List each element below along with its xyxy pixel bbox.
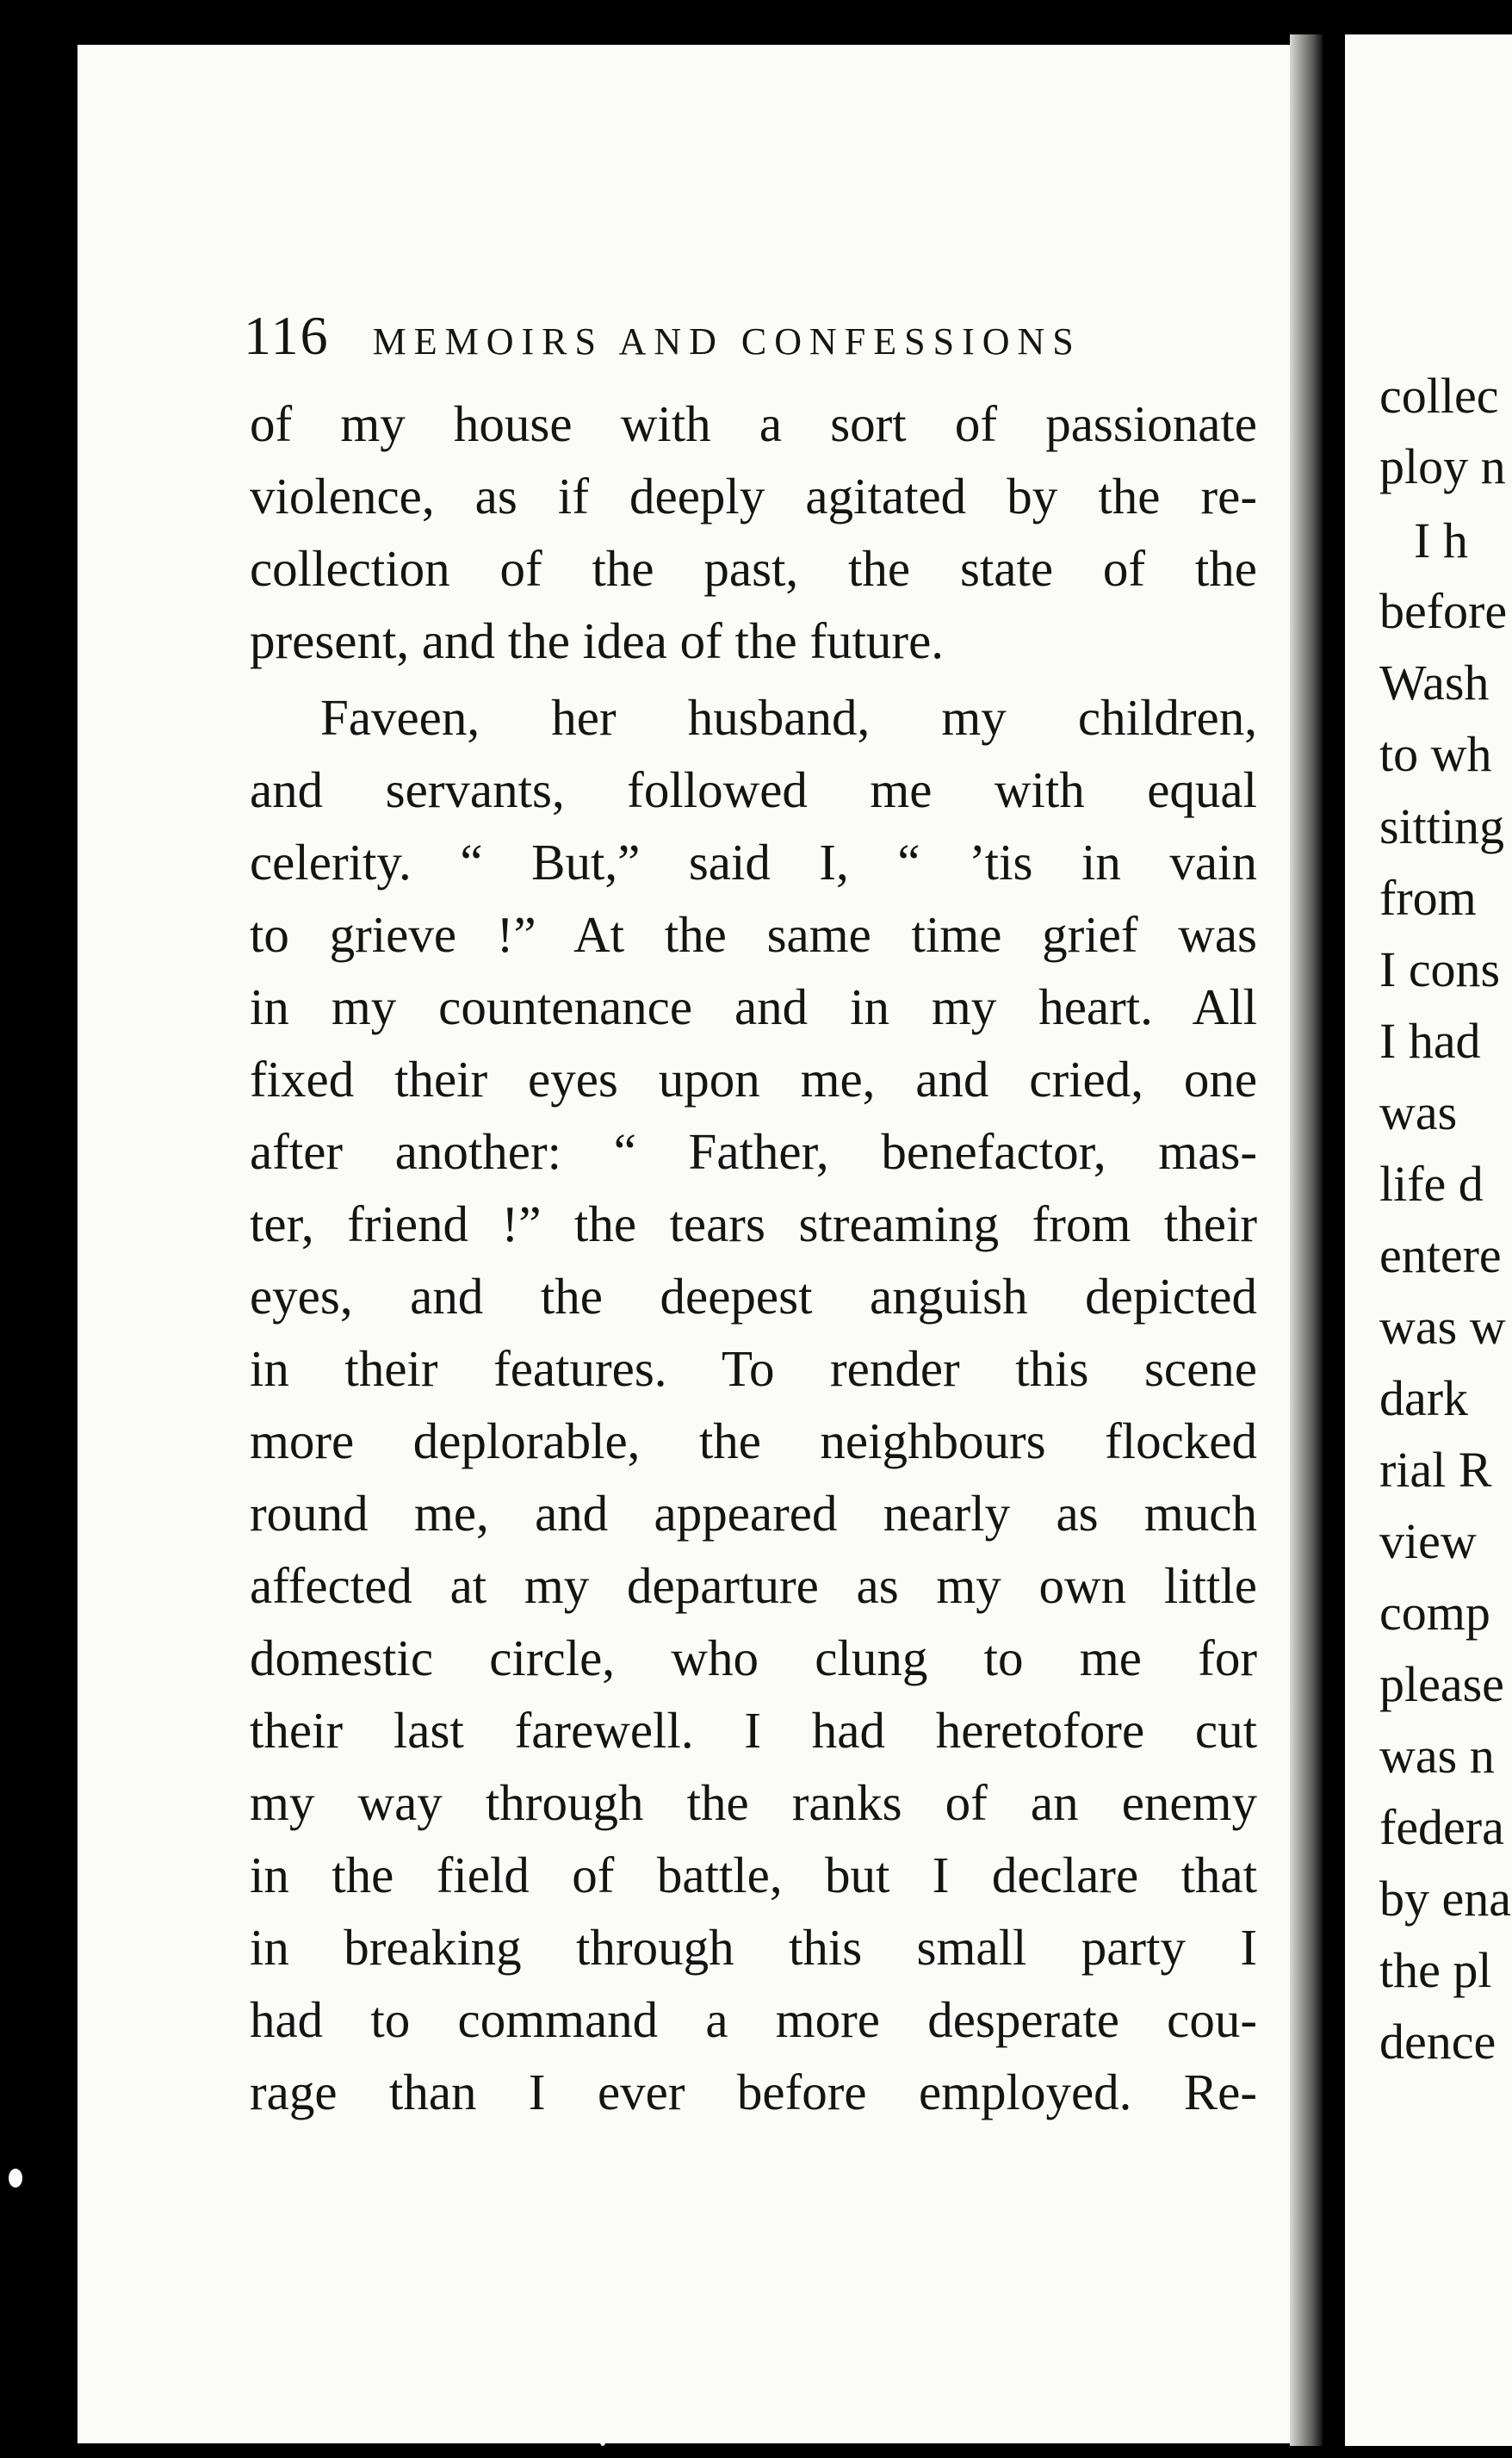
book-gutter <box>1290 34 1323 2446</box>
text-line: in my countenance and in my heart. All <box>250 978 1257 1035</box>
text-line: celerity. “ But,” said I, “ ’tis in vain <box>250 834 1257 891</box>
text-fragment: was <box>1379 1084 1458 1140</box>
text-fragment: life d <box>1379 1156 1484 1212</box>
text-fragment: ploy n <box>1379 438 1506 494</box>
text-line: ter, friend !” the tears streaming from their <box>250 1195 1257 1252</box>
text-fragment: was w <box>1379 1299 1506 1355</box>
text-fragment: was n <box>1379 1728 1495 1784</box>
text-line: violence, as if deeply agitated by the re- <box>250 468 1257 524</box>
running-head <box>244 297 1131 375</box>
text-fragment: to wh <box>1379 726 1492 782</box>
running-title: MEMOIRS AND CONFESSIONS <box>372 320 1081 363</box>
text-line: collection of the past, the state of the <box>250 540 1257 597</box>
text-fragment: I had <box>1379 1013 1481 1069</box>
text-line: had to command a more desperate cou- <box>250 1991 1257 2048</box>
text-line: present, and the idea of the future. <box>250 612 945 669</box>
text-fragment: Wash <box>1379 655 1490 711</box>
text-line: to grieve !” At the same time grief was <box>250 906 1257 963</box>
text-line: my way through the ranks of an enemy <box>250 1774 1257 1831</box>
text-fragment: from <box>1379 870 1477 926</box>
text-line: and servants, followed me with equal <box>250 761 1257 818</box>
text-line: Faveen, her husband, my children, <box>320 689 1257 746</box>
text-line: eyes, and the deepest anguish depicted <box>250 1268 1257 1325</box>
text-fragment: please <box>1379 1656 1504 1712</box>
text-fragment: before <box>1379 583 1508 639</box>
text-line: round me, and appeared nearly as much <box>250 1485 1257 1542</box>
text-fragment: dence <box>1379 2014 1497 2070</box>
text-line: domestic circle, who clung to me for <box>250 1629 1257 1686</box>
text-line: affected at my departure as my own little <box>250 1557 1257 1614</box>
text-fragment: federa <box>1379 1799 1504 1855</box>
text-line: in their features. To render this scene <box>250 1340 1257 1397</box>
text-line: of my house with a sort of passionate <box>250 395 1257 452</box>
text-line: more deplorable, the neighbours flocked <box>250 1412 1257 1469</box>
text-fragment: comp <box>1379 1585 1490 1641</box>
right-book-page <box>1345 34 1512 2446</box>
text-line: fixed their eyes upon me, and cried, one <box>250 1051 1257 1108</box>
text-line: rage than I ever before employed. Re- <box>250 2064 1257 2120</box>
text-line: in the field of battle, but I declare that <box>250 1847 1257 1903</box>
text-fragment: I cons <box>1379 941 1501 997</box>
text-fragment: the pl <box>1379 1942 1492 1998</box>
text-fragment: collec <box>1379 368 1499 424</box>
scan-speck <box>599 2430 606 2446</box>
page-number: 116 <box>244 305 330 366</box>
text-line: in breaking through this small party I <box>250 1919 1257 1976</box>
text-line: their last farewell. I had heretofore cut <box>250 1702 1257 1759</box>
scan-speck <box>9 2169 22 2188</box>
text-fragment: dark <box>1379 1370 1469 1426</box>
text-fragment: I h <box>1414 512 1468 568</box>
text-fragment: by ena <box>1379 1871 1511 1927</box>
text-fragment: rial R <box>1379 1442 1492 1498</box>
text-fragment: sitting <box>1379 798 1505 854</box>
text-fragment: view <box>1379 1513 1477 1569</box>
text-fragment: entere <box>1379 1227 1502 1283</box>
text-line: after another: “ Father, benefactor, mas- <box>250 1123 1257 1180</box>
